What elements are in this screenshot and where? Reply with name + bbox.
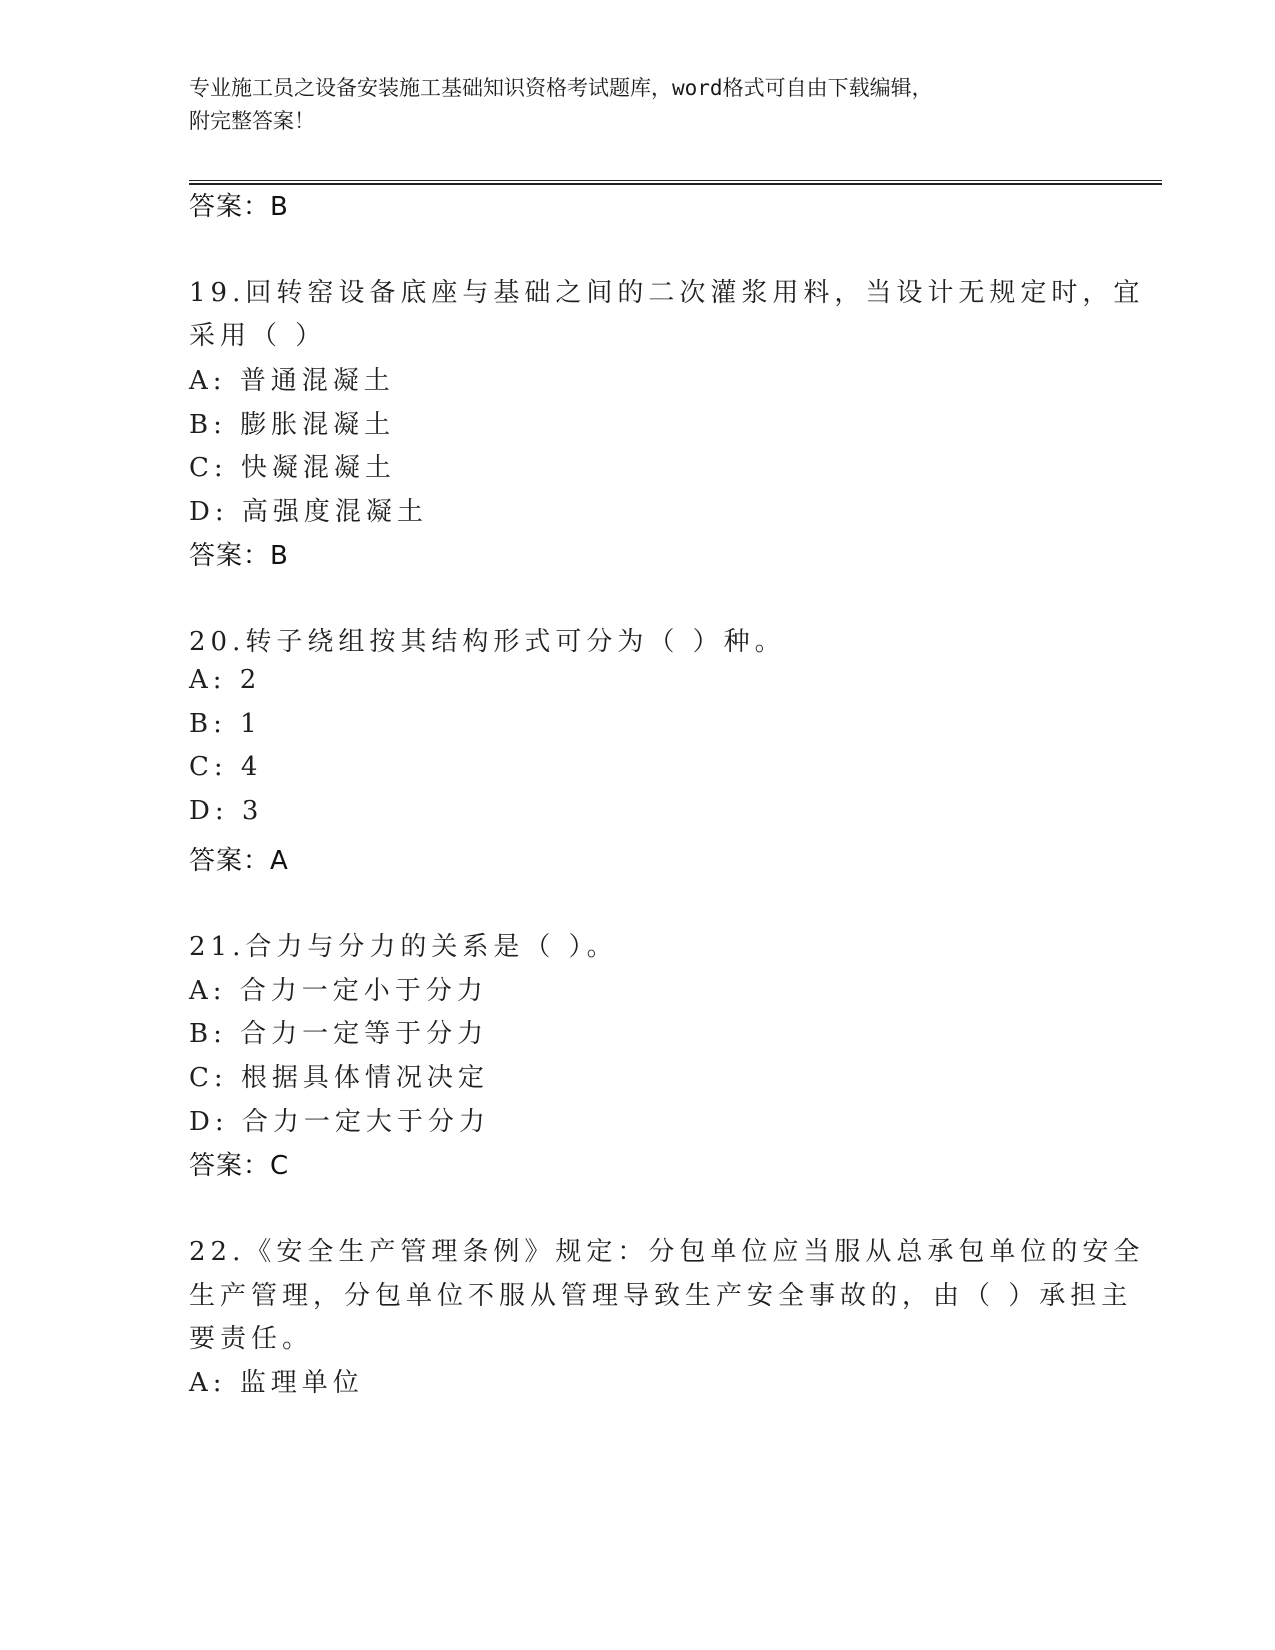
option-a: A: 合力一定小于分力 [189,976,488,1006]
question-stem: 20.转子绕组按其结构形式可分为（ ）种。 [189,627,786,657]
option-c: C: 4 [189,752,263,782]
option-a: A: 监理单位 [189,1368,364,1398]
header-line-1: 专业施工员之设备安装施工基础知识资格考试题库，word格式可自由下载编辑， [189,76,933,100]
document-header [189,72,1089,138]
option-d: D: 合力一定大于分力 [189,1107,490,1137]
question-stem: 21.合力与分力的关系是（ ）。 [189,932,618,962]
option-d: D: 高强度混凝土 [189,497,428,527]
option-a: A: 普通混凝土 [189,366,395,396]
header-divider-thin [189,180,1162,181]
option-b: B: 1 [189,709,262,739]
question-stem: 采用（ ） [189,321,327,351]
header-divider-thick [189,183,1162,185]
question-stem: 生产管理，分包单位不服从管理导致生产安全事故的，由（ ）承担主 [189,1281,1133,1311]
header-line-2: 附完整答案！ [189,109,315,133]
option-c: C: 快凝混凝土 [189,453,396,483]
question-stem: 19.回转窑设备底座与基础之间的二次灌浆用料，当设计无规定时，宜 [189,278,1145,308]
answer-line: 答案：C [189,1151,290,1181]
question-stem: 要责任。 [189,1324,314,1354]
option-d: D: 3 [189,796,264,826]
option-b: B: 合力一定等于分力 [189,1019,489,1049]
answer-line: 答案：A [189,846,289,876]
option-b: B: 膨胀混凝土 [189,410,396,440]
option-a: A: 2 [189,665,262,695]
answer-line: 答案：B [189,192,289,222]
answer-line: 答案：B [189,541,289,571]
option-c: C: 根据具体情况决定 [189,1063,489,1093]
question-stem: 22.《安全生产管理条例》规定：分包单位应当服从总承包单位的安全 [189,1237,1145,1267]
